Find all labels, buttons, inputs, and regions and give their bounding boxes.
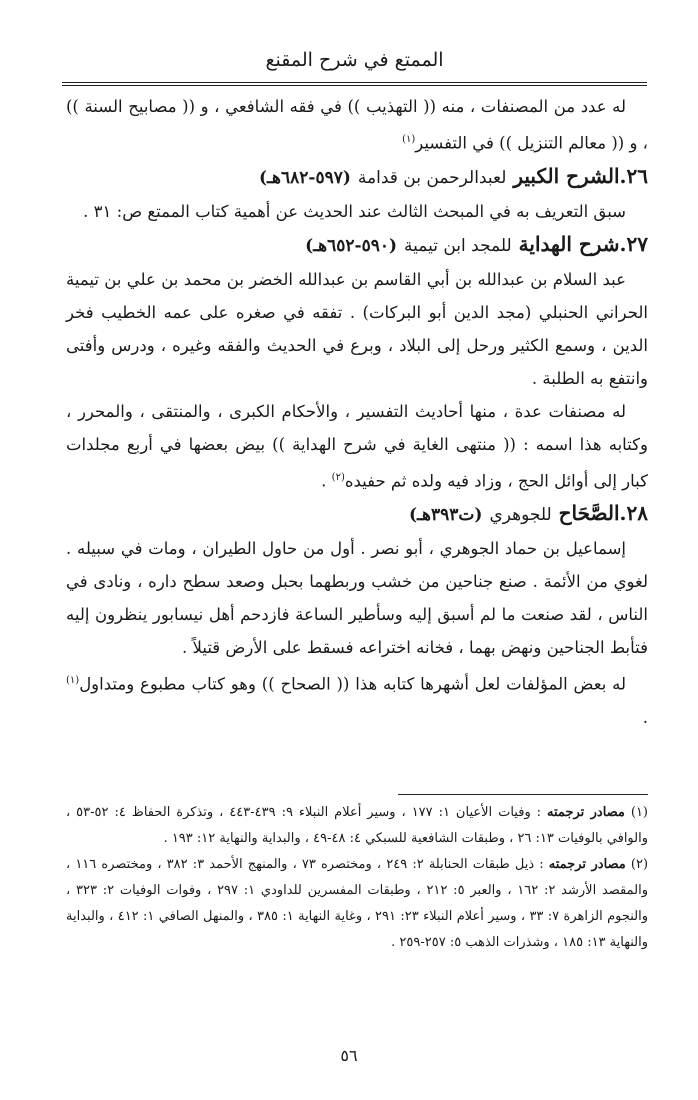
entry-author: لعبدالرحمن بن قدامة xyxy=(357,167,507,188)
footnote-ref: (١) xyxy=(66,675,80,686)
paragraph-works-28 xyxy=(66,664,648,734)
entry-heading-27 xyxy=(66,228,648,263)
page-number: ٥٦ xyxy=(340,1046,358,1065)
footnote-text: : ذيل طبقات الحنابلة ٢: ٢٤٩ ، ومختصره ٧٣ ، والمنهج الأحمد ٣: ٣٨٢ ، ومختصره ١١٦ ، والمقصد الأرشد ٢: ١٦٢ ، والعبر ٥: ٢١٢ ، وطبقات المفسرين للداودي ١: ٢٩٧ ، وفوات الوفيات ٢: ٣٢٣ ، والنجوم الزاهرة ٧: ٣٣ ، وسير أعلام النبلاء ٢٣: ٢٩١ ، وغاية النهاية ١: ٣٨٥ ، والمنهل الصافي ١: ٤١٢ ، والبداية والنهاية ١٣: ١٨٥ ، وشذرات الذهب ٥: ٢٥٧-٢٥٩ . xyxy=(66,857,649,950)
paragraph-text: له عدد من المصنفات ، منه (( التهذيب )) في فقه الشافعي ، و (( مصابيح السنة )) ، و (( معالم التنزيل )) في التفسير xyxy=(66,97,648,153)
paragraph-text: له مصنفات عدة ، منها أحاديث التفسير ، والأحكام الكبرى ، والمنتقى ، والمحرر ، وكتابه هذا اسمه : (( منتهى الغاية في شرح الهداية )) بيض بعضها في أربع مجلدات كبار إلى أوائل الحج ، وزاد فيه ولده ثم حفيده xyxy=(66,401,648,490)
entry-author: للمجد ابن تيمية xyxy=(404,235,512,256)
footnote-1 xyxy=(66,800,648,852)
entry-heading-28 xyxy=(66,497,648,532)
entry-dates: (ت٣٩٣هـ) xyxy=(409,505,483,525)
footnote-text: : وفيات الأعيان ١: ١٧٧ ، وسير أعلام النبلاء ٩: ٤٣٩-٤٤٣ ، وتذكرة الحفاظ ٤: ٥٢-٥٣ ، والوافي بالوفيات ١٣: ٢٦ ، وطبقات الشافعية للسبكي ٤: ٤٨-٤٩ ، والبداية والنهاية ١٢: ١٩٣ . xyxy=(66,805,648,846)
paragraph-end: . xyxy=(321,471,332,490)
footnote-separator xyxy=(398,794,648,795)
header-rule xyxy=(62,82,647,83)
entry-author: للجوهري xyxy=(489,505,552,525)
footnote-label: مصادر ترجمته xyxy=(548,857,626,872)
entry-title: الصَّحَاح xyxy=(558,501,620,525)
footnote-ref: (٢) xyxy=(331,471,345,483)
footnote-marker: (١) xyxy=(630,805,648,820)
entry-number: ٢٧. xyxy=(619,231,648,256)
footnote-ref: (١) xyxy=(402,134,416,145)
footnote-marker: (٢) xyxy=(630,857,649,872)
entry-title: شرح الهداية xyxy=(518,231,620,256)
paragraph-entry-26: سبق التعريف به في المبحث الثالث عند الحديث عن أهمية كتاب الممتع ص: ٣١ . xyxy=(83,201,626,221)
paragraph-text: له بعض المؤلفات لعل أشهرها كتابه هذا (( الصحاح )) وهو كتاب مطبوع ومتداول xyxy=(79,674,626,694)
paragraph-works-27 xyxy=(66,395,648,498)
paragraph-works-1 xyxy=(66,90,648,160)
footnotes xyxy=(66,800,648,956)
entry-title: الشرح الكبير xyxy=(513,163,620,188)
footnote-2 xyxy=(66,852,648,956)
paragraph-biography-28: إسماعيل بن حماد الجوهري ، أبو نصر . أول من حاول الطيران ، ومات في سبيله . لغوي من الأئمة . صنع جناحين من خشب وربطهما بحبل وصعد سطح داره ، ونادى في الناس ، لقد صنعت ما لم أسبق إليه وسأطير الساعة فازدحم أهل نيسابور ينظرون إليه فتأبط الجناحين ونهض بهما ، فخانه اختراعه فسقط على الأرض قتيلاً . xyxy=(66,539,648,657)
entry-dates: (٥٩٠-٦٥٢هـ) xyxy=(305,235,398,256)
entry-heading-26 xyxy=(66,160,648,195)
paragraph-biography-27: عبد السلام بن عبدالله بن أبي القاسم بن عبدالله الخضر بن محمد بن علي بن تيمية الحراني الحنبلي (مجد الدين أبو البركات) . تفقه في صغره على عمه الخطيب فخر الدين ، وسمع الكثير ورحل إلى البلاد ، وبرع في الحديث والفقه وغيره ، ودرس وأفتى وانتفع به الطلبة . xyxy=(66,269,648,388)
header-rule-double xyxy=(62,85,647,86)
entry-number: ٢٦. xyxy=(619,163,648,188)
entry-dates: (٥٩٧-٦٨٢هـ) xyxy=(259,167,351,188)
footnote-label: مصادر ترجمته xyxy=(547,805,625,820)
entry-number: ٢٨. xyxy=(619,501,648,525)
paragraph-end: . xyxy=(642,707,648,727)
main-text xyxy=(66,90,648,734)
running-head-title: الممتع في شرح المقنع xyxy=(265,49,444,71)
